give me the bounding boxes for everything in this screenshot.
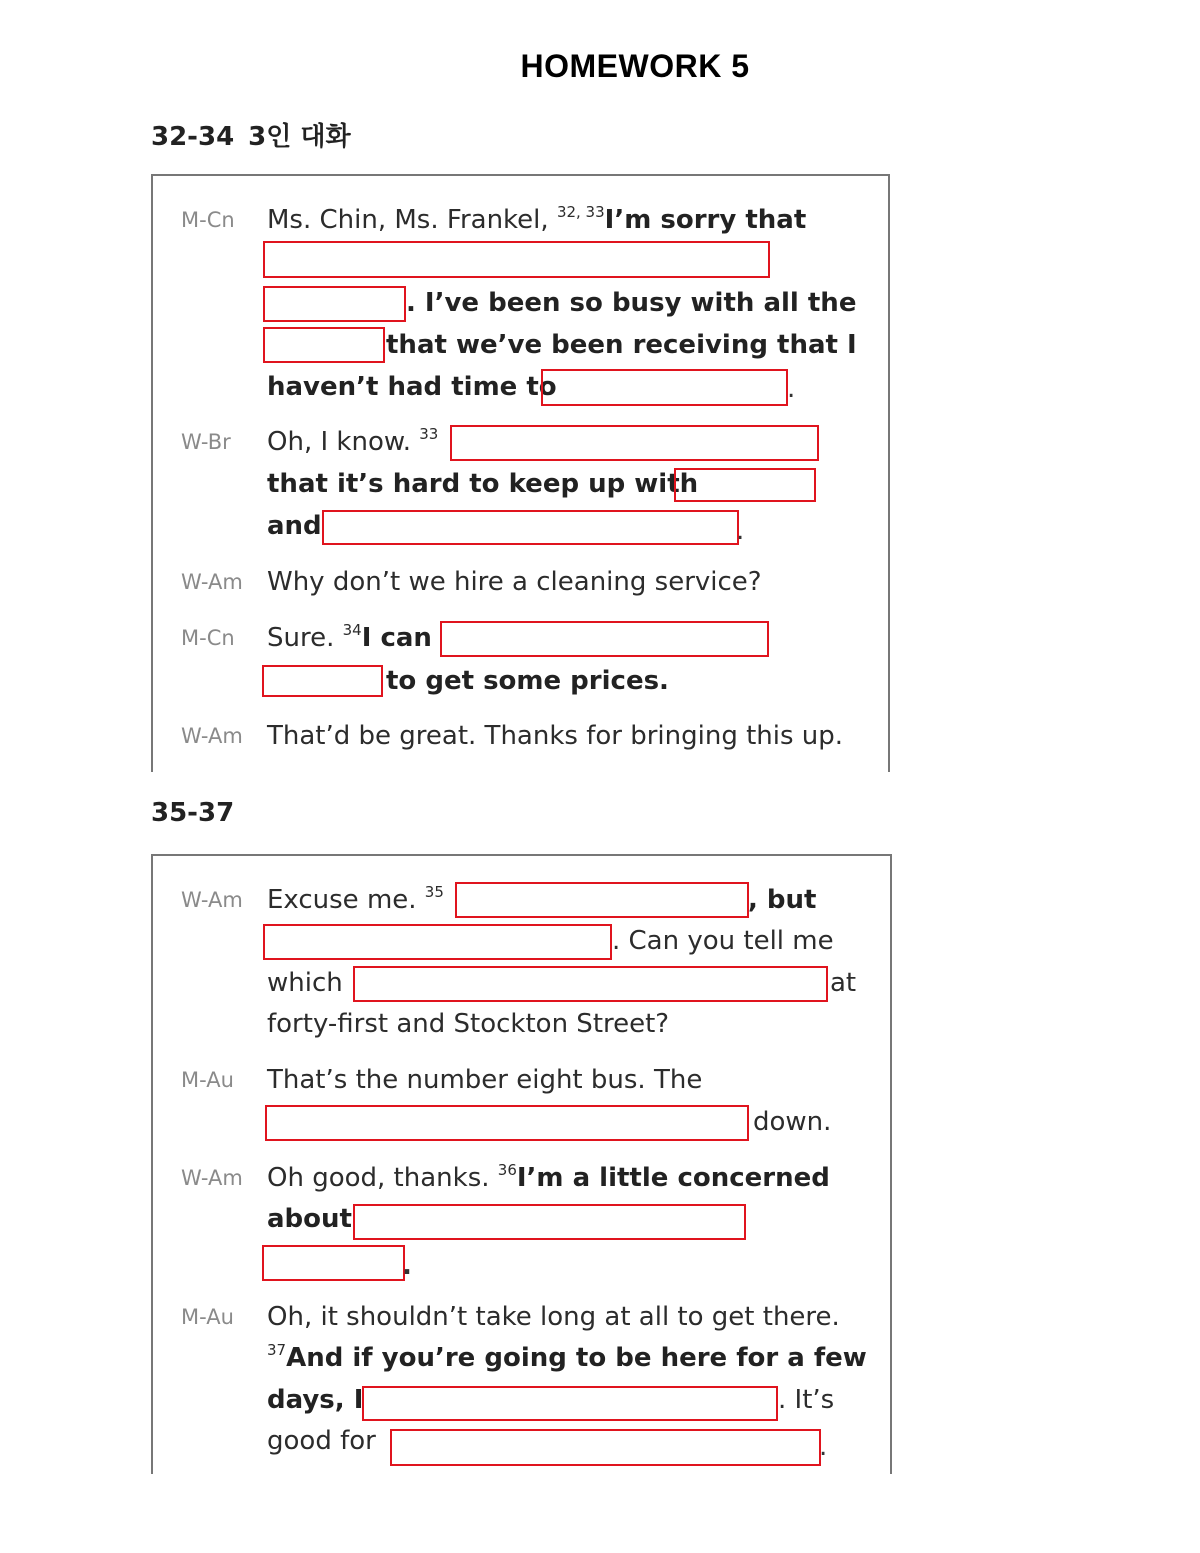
answer-blank[interactable] [390, 1429, 821, 1466]
dialogue-line: Oh good, thanks. $^{36}$I’m a little concerned [267, 1161, 830, 1193]
dialogue-line: to get some prices. [386, 666, 669, 696]
dialogue-line: . Can you tell me [612, 926, 834, 956]
dialogue-line: Oh, it shouldn’t take long at all to get there. [267, 1302, 840, 1332]
answer-blank[interactable] [265, 1105, 749, 1141]
answer-blank[interactable] [322, 510, 739, 545]
dialogue-line: that we’ve been receiving that I [386, 330, 857, 360]
dialogue-line: That’s the number eight bus. The [267, 1065, 703, 1095]
period: . [736, 516, 745, 546]
dialogue-line: , but [748, 885, 817, 915]
page-title: HOMEWORK 5 [520, 48, 750, 84]
speaker-label: W-Am [181, 724, 243, 748]
answer-blank[interactable] [440, 621, 769, 657]
answer-blank[interactable] [450, 425, 819, 461]
dialogue-line: Excuse me. $^{35}$ [267, 883, 444, 915]
answer-blank[interactable] [455, 882, 749, 918]
section-number: 32-34 [151, 122, 235, 152]
dialogue-line: good for [267, 1426, 376, 1456]
answer-blank[interactable] [263, 241, 770, 278]
dialogue-line: that it’s hard to keep up with [267, 469, 699, 499]
speaker-label: M-Au [181, 1068, 234, 1092]
speaker-label: W-Am [181, 888, 243, 912]
dialogue-line: days, I [267, 1385, 364, 1415]
answer-blank[interactable] [263, 327, 385, 363]
section-label: 3인 대화 [248, 122, 351, 152]
answer-blank[interactable] [263, 924, 612, 960]
section-heading-32-34 [151, 116, 351, 153]
speaker-label: W-Br [181, 430, 231, 454]
answer-blank[interactable] [262, 665, 383, 697]
dialogue-line: which [267, 968, 343, 998]
answer-blank[interactable] [541, 369, 788, 406]
dialogue-line: and [267, 511, 322, 541]
dialogue-line: . It’s [778, 1385, 835, 1415]
section-number: 35-37 [151, 798, 235, 828]
answer-blank[interactable] [362, 1386, 778, 1421]
dialogue-line: forty-first and Stockton Street? [267, 1009, 670, 1039]
dialogue-line: $^{37}$And if you’re going to be here for a few [267, 1341, 867, 1373]
period: . [819, 1432, 828, 1462]
dialogue-line: down. [753, 1107, 832, 1137]
speaker-label: W-Am [181, 570, 243, 594]
period: . [787, 374, 796, 404]
section-heading-35-37 [151, 798, 234, 828]
dialogue-line: Why don’t we hire a cleaning service? [267, 567, 762, 597]
speaker-label: M-Au [181, 1305, 234, 1329]
answer-blank[interactable] [353, 966, 828, 1002]
dialogue-line: at [830, 968, 857, 998]
dialogue-line: haven’t had time to [267, 372, 557, 402]
answer-blank[interactable] [263, 286, 406, 322]
speaker-label: M-Cn [181, 626, 235, 650]
dialogue-line: Sure. $^{34}$I can [267, 621, 432, 653]
answer-blank[interactable] [262, 1245, 405, 1281]
answer-blank[interactable] [353, 1204, 746, 1240]
dialogue-line: about [267, 1204, 352, 1234]
speaker-label: M-Cn [181, 208, 235, 232]
period: . [402, 1251, 412, 1281]
dialogue-line: That’d be great. Thanks for bringing this up. [267, 721, 844, 751]
answer-blank[interactable] [674, 468, 816, 502]
speaker-label: W-Am [181, 1166, 243, 1190]
dialogue-line: . I’ve been so busy with all the [406, 288, 857, 318]
dialogue-line: Oh, I know. $^{33}$ [267, 425, 439, 457]
dialogue-line: Ms. Chin, Ms. Frankel, $^{32, 33}$I’m sorry that [267, 203, 807, 235]
